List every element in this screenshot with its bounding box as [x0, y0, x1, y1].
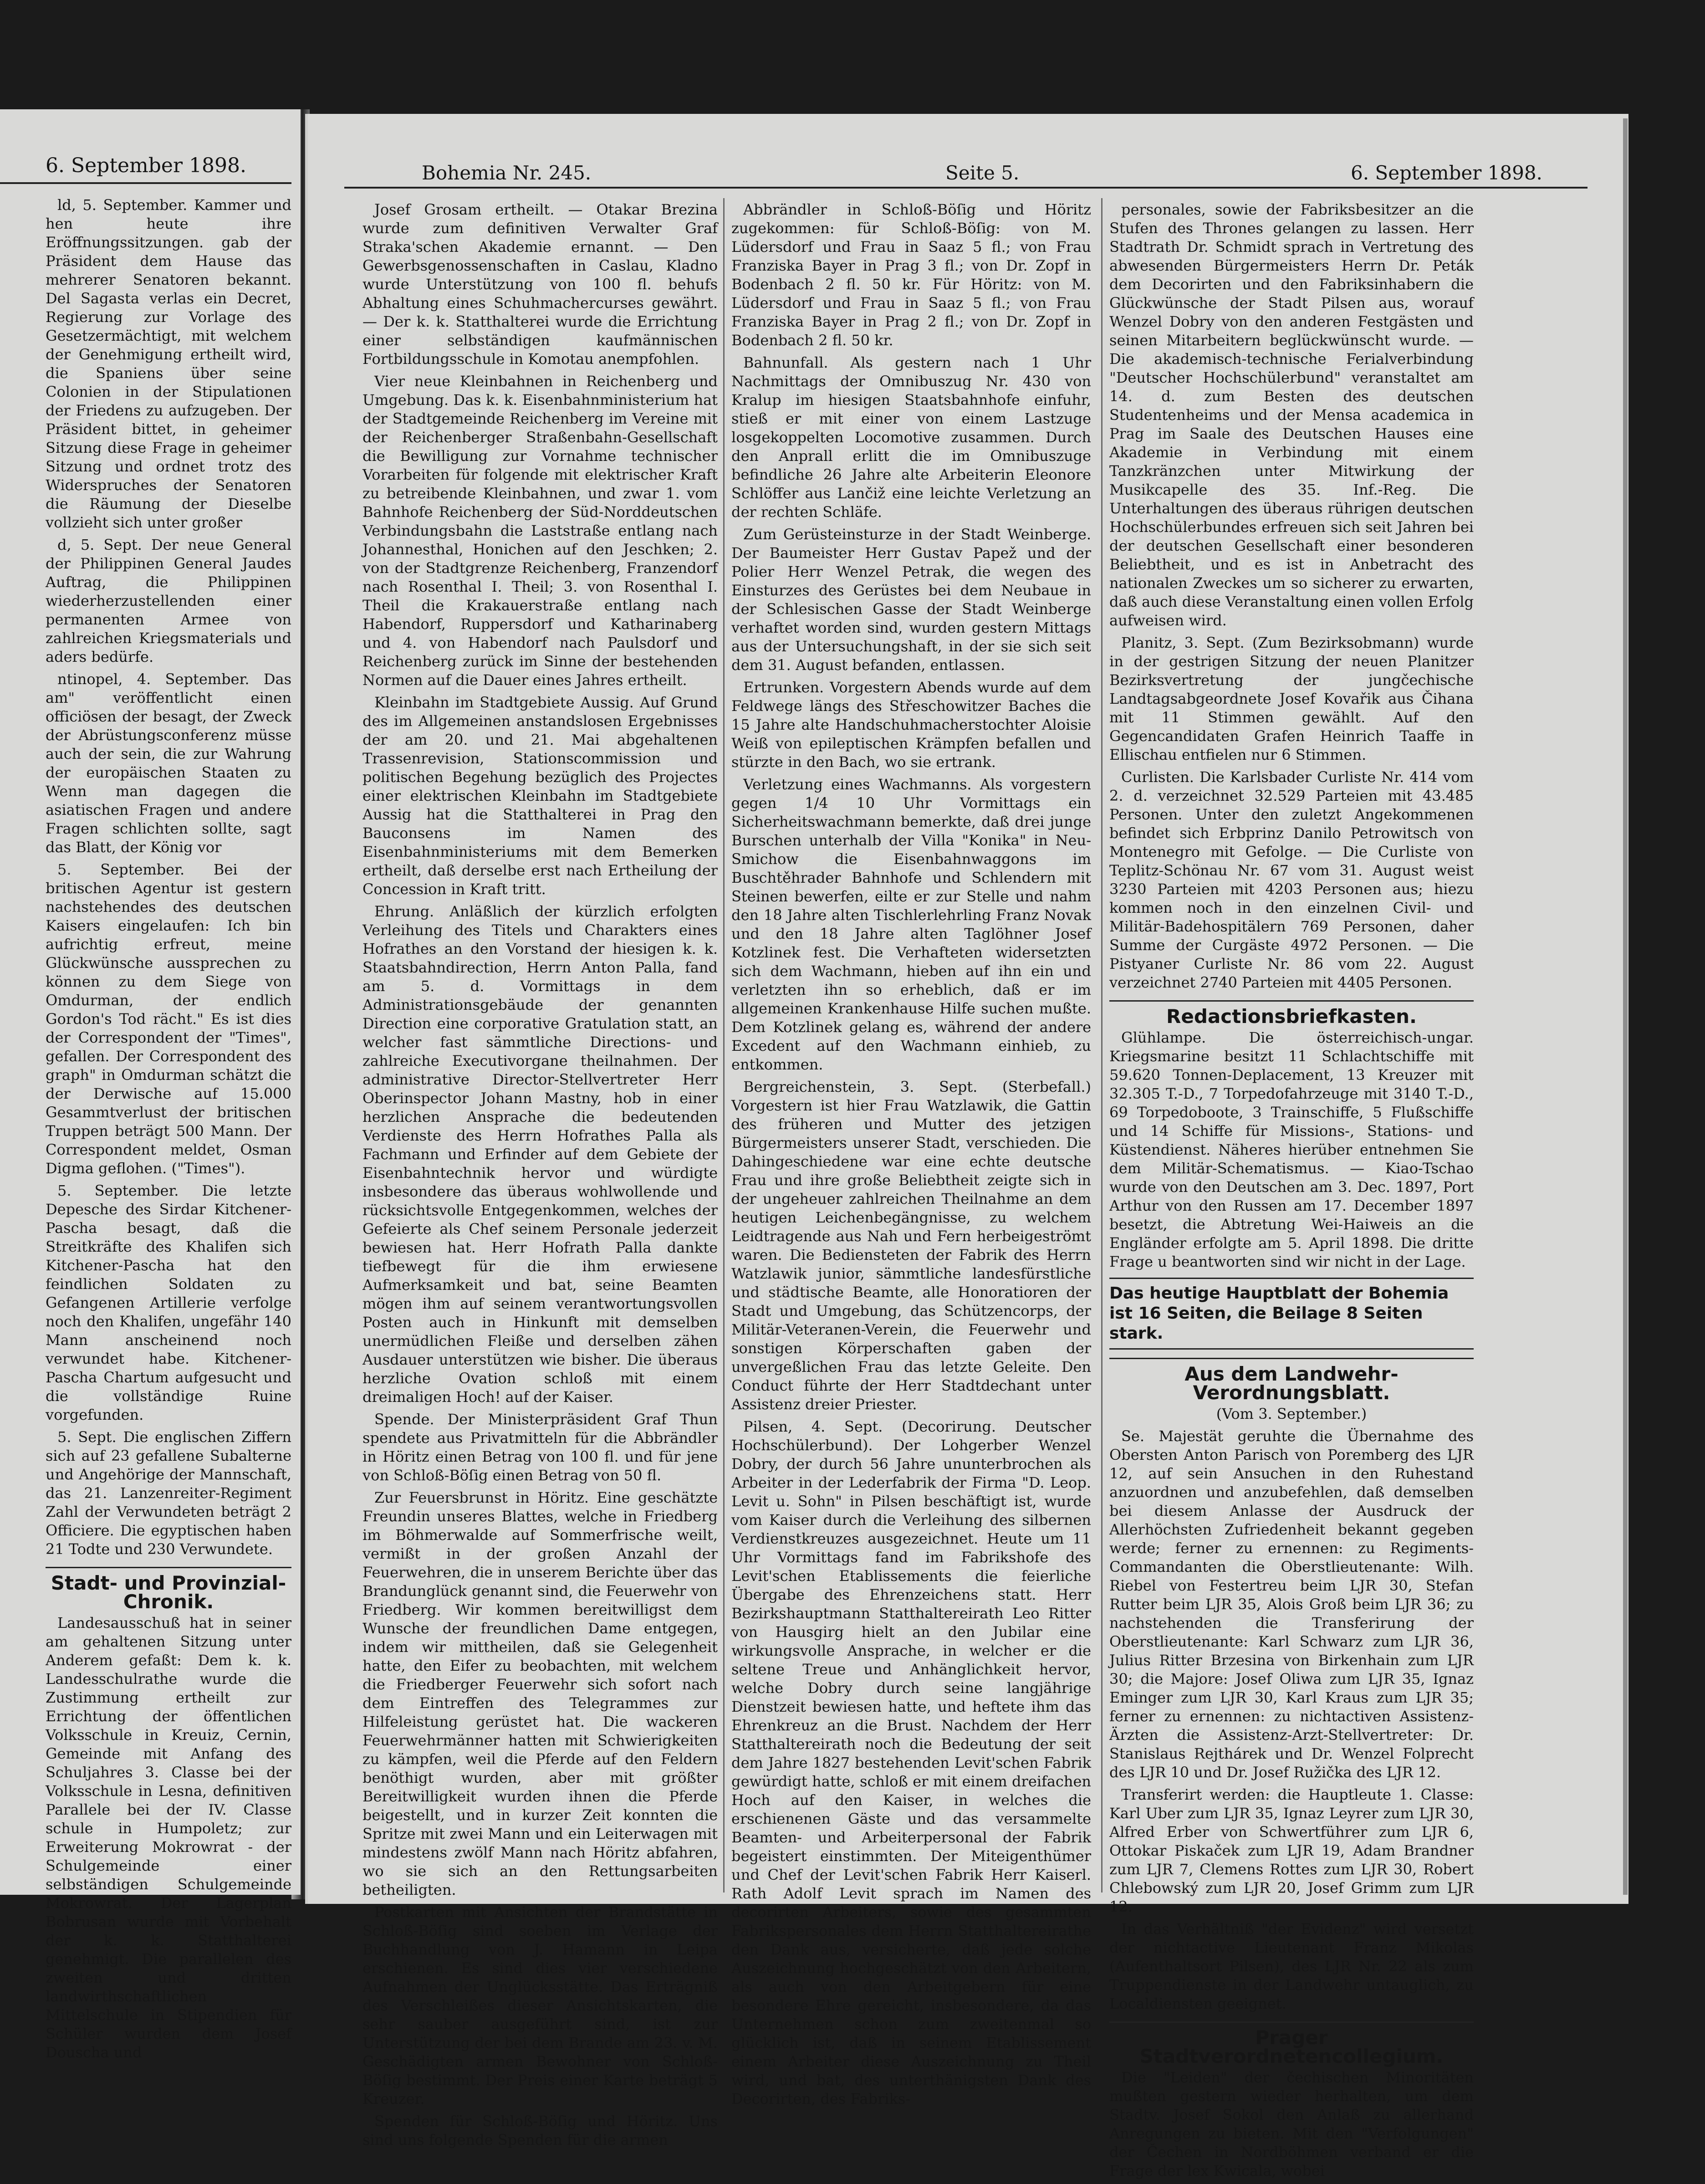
news-paragraph: Glühlampe. Die österreichisch-ungar. Kriegsmarine besitzt 11 Schlachtschiffe mit 59.620 Tonnen-Deplacement, 13 Kreuzer mit 32.305 T.-D., 7 Torpedofahrzeuge mit 3140 T.-D., 69 Torpedoboote, 3 Trainschiffe, 5 Flußschiffe und 14 Schiffe für Missions-, Stations- und Küstendienst. Näheres hierüber entnehmen Sie dem Militär-Schematismus. — Kiao-Tschao wurde von den Deutschen am 3. Dec. 1897, Port Arthur von den Russen am 17. December 1897 besetzt, die Abtretung Wei-Haiweis an die Engländer erfolgte am 5. April 1898. Die dritte Frage u beantworten sind wir nicht in der Lage.: [1109, 1029, 1474, 1270]
section-title: Stadt- und Provinzial-Chronik.: [46, 1567, 291, 1611]
section-title: Prager Stadtverordnetencollegium.: [1109, 2021, 1474, 2066]
news-paragraph: Transferirt werden: die Hauptleute 1. Classe: Karl Uber zum LJR 35, Ignaz Leyrer zum LJR 30, Alfred Erber von Schwertführer zum LJR 6, Ottokar Piskaček zum LJR 19, Adam Brandner zum LJR 7, Clemens Rottes zum LJR 30, Robert Chlebowský zum LJR 20, Josef Grimm zum LJR 12.: [1109, 1786, 1474, 1915]
news-paragraph: Zum Gerüsteinsturze in der Stadt Weinberge. Der Baumeister Herr Gustav Papež und der Polier Herr Wenzel Petrak, die wegen des Einsturzes des Gerüstes bei dem Neubaue in der Schlesischen Gasse der Stadt Weinberge verhaftet worden sind, wurden gestern Mittags aus der Untersuchungshaft, in der sie sich seit dem 31. August befanden, entlassen.: [731, 526, 1091, 674]
column-rule: [723, 198, 725, 1892]
masthead-issue: Bohemia Nr. 245.: [422, 162, 592, 184]
column-3: [1109, 200, 1474, 2184]
news-paragraph: Curlisten. Die Karlsbader Curliste Nr. 414 vom 2. d. verzeichnet 32.529 Parteien mit 43.485 Personen. Unter den zuletzt Angekommenen befindet sich Erbprinz Danilo Petrowitsch von Montenegro mit Gefolge. — Die Curliste von Teplitz-Schönau Nr. 67 vom 31. August weist 3230 Parteien mit 4203 Personen aus; hiezu kommen noch in den einzelnen Civil- und Militär-Badehospitälern 769 Personen, daher Summe der Curgäste 4972 Personen. — Die Pistyaner Curliste Nr. 86 vom 22. August verzeichnet 2740 Parteien mit 4405 Personen.: [1109, 768, 1474, 991]
news-paragraph: Vier neue Kleinbahnen in Reichenberg und Umgebung. Das k. k. Eisenbahnministerium hat der Stadtgemeinde Reichenberg im Vereine mit der Reichenberger Straßenbahn-Gesellschaft die Bewilligung zur Vornahme technischer Vorarbeiten für folgende mit elektrischer Kraft zu betreibende Kleinbahnen, und zwar 1. vom Bahnhofe Reichenberg der Süd-Norddeutschen Verbindungsbahn die Laststraße entlang nach Johannesthal, Honichen auf den Jeschken; 2. von der Stadtgrenze Reichenberg, Franzendorf nach Rosenthal I. Theil; 3. von Rosenthal I. Theil die Krakauerstraße entlang nach Habendorf, Ruppersdorf und Katharinaberg und 4. von Habendorf nach Paulsdorf und Reichenberg zurück im Sinne der bestehenden Normen auf die Dauer eines Jahres ertheilt.: [362, 373, 718, 689]
left-page-date: 6. September 1898.: [46, 154, 246, 177]
news-paragraph: Landesausschuß hat in seiner am gehaltenen Sitzung unter Anderem gefaßt: Dem k. k. Landesschulrathe wurde die Zustimmung ertheilt zur Errichtung der öffentlichen Volksschule in Kreuiz, Cernin, Gemeinde mit Anfang des Schuljahres 3. Classe bei der Volksschule in Lesna, definitiven Parallele bei der IV. Classe schule in Humpoletz; zur Erweiterung Mokrowrat - der Schulgemeinde einer selbständigen Schulgemeinde Mokrowrat. Der Lagerplan Bobrusan wurde mit Vorbehalt der k. k. Statthalterei genehmigt. Die parallelen des zweiten und dritten landwirthschaftlichen Mittelschule in Stipendien für Schüler wurden dem Josef Douscha und: [46, 1614, 291, 2061]
column-2: [731, 200, 1091, 2112]
news-paragraph: personales, sowie der Fabriksbesitzer an die Stufen des Thrones gelangen zu lassen. Herr Stadtrath Dr. Schmidt sprach in Vertretung des abwesenden Bürgermeisters Herrn Dr. Peták dem Decorirten und den Fabriksinhabern die Glückwünsche der Stadt Pilsen aus, worauf Wenzel Dobry von den anderen Festgästen und seinen Mitarbeitern beglückwünscht wurde. — Die akademisch-technische Ferialverbindung "Deutscher Hochschülerbund" veranstaltet am 14. d. zum Besten des deutschen Studentenheims und der Mensa academica in Prag im Saale des Deutschen Hauses eine Akademie in Verbindung mit einem Tanzkränzchen unter Mitwirkung der Musikcapelle des 35. Inf.-Reg. Die Unterhaltungen des überaus rührigen deutschen Hochschülerbundes erfreuen sich seit Jahren bei der deutschen Gesellschaft einer besonderen Beliebtheit, und es ist in Anbetracht des nationalen Zweckes um so sicherer zu erwarten, daß auch diese Veranstaltung einen vollen Erfolg aufweisen wird.: [1109, 201, 1474, 629]
header-date: 6. September 1898.: [1351, 162, 1542, 184]
news-paragraph: Planitz, 3. Sept. (Zum Bezirksobmann) wurde in der gestrigen Sitzung der neuen Planitzer Bezirksvertretung der jungčechische Landtagsabgeordnete Josef Kovařik aus Čihana mit 11 Stimmen gewählt. Auf den Gegencandidaten Grafen Heinrich Taaffe in Ellischau entfielen nur 6 Stimmen.: [1109, 634, 1474, 763]
column-1: [362, 200, 718, 2153]
right-page: [305, 114, 1628, 2179]
news-paragraph: Se. Majestät geruhte die Übernahme des Obersten Anton Parisch von Poremberg des LJR 12, auf sein Ansuchen in den Ruhestand anzuordnen und anzubefehlen, daß demselben bei diesem Anlasse der Ausdruck der Allerhöchsten Zufriedenheit bekannt gegeben werde; ferner zu ernennen: zu Regiments-Commandanten die Oberstlieutenante: Wilh. Riebel von Festertreu beim LJR 30, Stefan Rutter beim LJR 35, Alois Groß beim LJR 36; zu nachstehenden die Transferirung der Oberstlieutenante: Karl Schwarz zum LJR 36, Julius Ritter Brzesina von Birkenhain zum LJR 30; die Majore: Josef Oliwa zum LJR 35, Ignaz Eminger zum LJR 30, Karl Kraus zum LJR 35; ferner zu ernennen: zu nichtactiven Assistenz-Ärzten die Assistenz-Arzt-Stellvertreter: Dr. Stanislaus Rejthárek und Dr. Wenzel Folprecht des LJR 10 und Dr. Josef Ružička des LJR 12.: [1109, 1427, 1474, 1781]
news-paragraph: 5. Sept. Die englischen Ziffern sich auf 23 gefallene Subalterne und Angehörige der Mannschaft, das 21. Lanzenreiter-Regiment Zahl der Verwundeten beträgt 2 Officiere. Die egyptischen haben 21 Todte und 230 Verwundete.: [46, 1428, 291, 1558]
news-paragraph: 5. September. Bei der britischen Agentur ist gestern nachstehendes des deutschen Kaisers eingelaufen: Ich bin aufrichtig erfreut, meine Glückwünsche aussprechen zu können zu dem Siege von Omdurman, der endlich Gordon's Tod rächt." Es ist dies der Correspondent der "Times", gefallen. Der Correspondent des graph" in Omdurman schätzt die der Derwische auf 15.000 Gesammtverlust der britischen Truppen beträgt 500 Mann. Der Correspondent meldet, Osman Digma geflohen. ("Times").: [46, 861, 291, 1177]
news-paragraph: Kleinbahn im Stadtgebiete Aussig. Auf Grund des im Allgemeinen anstandslosen Ergebnisses der am 20. und 21. Mai abgehaltenen Trassenrevision, Stationscommission und politischen Begehung bezüglich des Projectes einer elektrischen Kleinbahn im Stadtgebiete Aussig hat die Statthalterei in Prag den Bauconsens im Namen des Eisenbahnministeriums mit dem Bemerken ertheilt, daß derselbe erst nach Ertheilung der Concession in Kraft tritt.: [362, 694, 718, 898]
page-number: Seite 5.: [945, 162, 1020, 184]
news-paragraph: Bahnunfall. Als gestern nach 1 Uhr Nachmittags der Omnibuszug Nr. 430 von Kralup im hiesigen Staatsbahnhofe einfuhr, stieß er mit einer von einem Lastzuge losgekoppelten Locomotive zusammen. Durch den Anprall erlitt die im Omnibuszuge befindliche 26 Jahre alte Arbeiterin Eleonore Schlöffer aus Lančiž eine leichte Verletzung an der rechten Schläfe.: [731, 354, 1091, 521]
news-paragraph: ntinopel, 4. September. Das am" veröffentlicht einen officiösen der besagt, der Zweck der Abrüstungsconferenz müsse auch der sein, die zur Wahrung der europäischen Staaten zu Wenn man dagegen die asiatischen Fragen und andere Fragen schlichten sollte, sagt das Blatt, der König vor: [46, 670, 291, 856]
column-rule: [1101, 198, 1103, 1892]
news-paragraph: Verletzung eines Wachmanns. Als vorgestern gegen 1/4 10 Uhr Vormittags ein Sicherheitswachmann bemerkte, daß drei junge Burschen unterhalb der Villa "Konika" in Neu-Smichow die Eisenbahnwaggons im Buschtěhrader Bahnhofe und Schlendern mit Steinen bewerfen, eilte er zur Stelle und nahm den 18 Jahre alten Tischlerlehrling Franz Novak und den 18 Jahre alten Taglöhner Josef Kotzlinek fest. Die Verhafteten widersetzten sich dem Wachmann, hieben auf ihn ein und verletzten ihn so erheblich, daß er im allgemeinen Krankenhause Hilfe suchen mußte. Dem Kotzlinek gelang es, während der andere Excedent auf den Wachmann einhieb, zu entkommen.: [731, 776, 1091, 1073]
section-title: Aus dem Landwehr-Verordnungsblatt.: [1109, 1358, 1474, 1402]
news-paragraph: Pilsen, 4. Sept. (Decorirung. Deutscher Hochschülerbund). Der Lohgerber Wenzel Dobry, der durch 56 Jahre ununterbrochen als Arbeiter in der Lederfabrik der Firma "D. Leop. Levit u. Sohn" in Pilsen beschäftigt ist, wurde vom Kaiser durch die Verleihung des silbernen Verdienstkreuzes ausgezeichnet. Heute um 11 Uhr Vormittags fand im Fabrikshofe des Levit'schen Etablissements die feierliche Übergabe des Ehrenzeichens statt. Herr Bezirkshauptmann Statthaltereirath Leo Ritter von Hausgirg hielt an den Jubilar eine wirkungsvolle Ansprache, in welcher er die seltene Treue und Anhänglichkeit hervor, welche Dobry durch seine langjährige Dienstzeit bewiesen hatte, und heftete ihm das Ehrenkreuz an die Brust. Nachdem der Herr Statthaltereirath noch die Bedeutung der seit dem Jahre 1827 bestehenden Levit'schen Fabrik gewürdigt hatte, schloß er mit einem dreifachen Hoch auf den Kaiser, in welches die erschienenen Gäste und das versammelte Beamten- und Arbeiterpersonal der Fabrik begeistert einstimmten. Der Miteigenthümer und Chef der Levit'schen Fabrik Herr Kaiserl. Rath Adolf Levit sprach im Namen des decorirten Arbeiters, sowie des gesammten Fabrikspersonales dem Herrn Statthaltereirathe den Dank aus, versicherte, daß jede solche Auszeichnung hochgeschätzt von den Arbeitern, als auch von den Arbeitgebern für eine besondere Ehre gereicht, insbesondere, da das Unternehmen schon zum zweitenmal so glücklich ist, daß in seinem Etablissement einem Arbeiter diese Auszeichnung zu Theil wird, und bat, des unterthänigsten Dank des Decorirten, des Fabriks-: [731, 1418, 1091, 2107]
news-paragraph: Ertrunken. Vorgestern Abends wurde auf dem Feldwege längs des Střeschowitzer Baches die 15 Jahre alte Handschuhmacherstochter Aloisie Weiß von epileptischen Krämpfen befallen und stürzte in den Bach, wo sie ertrank.: [731, 679, 1091, 771]
header-rule: [0, 182, 291, 184]
news-paragraph: Postkarten mit Ansichten der Brandstätte in Schloß-Böſig sind soeben im Verlage der Buchhandlung von J. Hamann in Leipa erschienen. Es sind dies vier verschiedene Aufnahmen der Unglücksstätte. Das Erträgniß des Verschleißes dieser Ansichtskarten, die sehr sauber ausgeführt sind, ist zur Unterstützung der bei dem Brande am 23. v. M. Geschädigten armen Bewohner von Schloß-Böſig bestimmt. Der Preis einer Karte beträgt 5 Kreuzer.: [362, 1903, 718, 2107]
section-subtitle: (Vom 3. September.): [1216, 1405, 1367, 1422]
left-page-column: [46, 196, 291, 2066]
page-edge: [1623, 118, 1628, 1895]
section-title: Redactionsbriefkasten.: [1109, 1000, 1474, 1026]
news-paragraph: Bergreichenstein, 3. Sept. (Sterbefall.) Vorgestern ist hier Frau Watzlawik, die Gattin des früheren und Mutter des jetzigen Bürgermeisters unserer Stadt, verschieden. Die Dahingeschiedene war eine echte deutsche Frau und ihre große Beliebtheit zeigte sich in der ungeheuer zahlreichen Theilnahme an dem heutigen Leichenbegängnisse, zu welchem Leidtragende aus Nah und Fern herbeigeströmt waren. Die Bediensteten der Fabrik des Herrn Watzlawik junior, sämmtliche landesfürstliche und städtische Beamte, alle Honoratioren der Stadt und Umgebung, das Schützencorps, der Militär-Veteranen-Verein, die Feuerwehr und sonstigen Körperschaften gaben der unvergeßlichen Frau das letzte Geleite. Den Conduct führte der Herr Stadtdechant unter Assistenz dreier Priester.: [731, 1078, 1091, 1413]
notice-box: Das heutige Hauptblatt der Bohemia ist 16 Seiten, die Beilage 8 Seiten stark.: [1109, 1278, 1474, 1350]
news-paragraph: Abbrändler in Schloß-Böſig und Höritz zugekommen: für Schloß-Böſig: von M. Lüdersdorf und Frau in Saaz 5 fl.; von Frau Franziska Bayer in Prag 3 fl.; von Dr. Zopf in Bodenbach 2 fl. 50 kr. Für Höritz: von M. Lüdersdorf und Frau in Saaz 5 fl.; von Frau Franziska Bayer in Prag 2 fl.; von Dr. Zopf in Bodenbach 2 fl. 50 kr.: [731, 201, 1091, 349]
news-paragraph: Spenden für Schloß-Böſig und Höritz. Uns sind uns folgende Spenden für die armen: [362, 2112, 718, 2148]
header-rule: [344, 187, 1588, 189]
news-paragraph: d, 5. Sept. Der neue General der Philippinen General Jaudes Auftrag, die Philippinen wiederherzustellenden einer permanenten Armee von zahlreichen Kriegsmaterials und aders bedürfe.: [46, 536, 291, 665]
news-paragraph: Spende. Der Ministerpräsident Graf Thun spendete aus Privatmitteln für die Abbrändler in Höritz einen Betrag von 100 fl. und für jene von Schloß-Böſig einen Betrag von 50 fl.: [362, 1411, 718, 1484]
news-paragraph: Ehrung. Anläßlich der kürzlich erfolgten Verleihung des Titels und Charakters eines Hofrathes an den Vorstand der hiesigen k. k. Staatsbahndirection, Herrn Anton Palla, fand am 5. d. Vormittags in dem Administrationsgebäude der genannten Direction eine corporative Gratulation statt, an welcher fast sämmtliche Directions- und zahlreiche Executivorgane theilnahmen. Der administrative Director-Stellvertreter Herr Oberinspector Johann Mastny, hob in einer herzlichen Ansprache die bedeutenden Verdienste des Herrn Hofrathes Palla als Fachmann und Erfinder auf dem Gebiete der Eisenbahntechnik hervor und würdigte insbesondere das überaus wohlwollende und rücksichtsvolle Entgegenkommen, welches der Gefeierte als Chef seinem Personale jederzeit bewiesen hat. Herr Hofrath Palla dankte tiefbewegt für die ihm erwiesene Aufmerksamkeit und bat, seine Beamten mögen ihm auf seinem verantwortungsvollen Posten auch in Hinkunft mit demselben unermüdlichen Fleiße und derselben zähen Ausdauer unterstützen wie bisher. Die überaus herzliche Ovation schloß mit einem dreimaligen Hoch! auf der Kaiser.: [362, 903, 718, 1406]
news-paragraph: Zur Feuersbrunst in Höritz. Eine geschätzte Freundin unseres Blattes, welche in Friedberg im Böhmerwalde auf Sommerfrische weilt, vermißt in der großen Anzahl der Feuerwehren, die in unserem Berichte über das Brandunglück genannt sind, die Feuerwehr von Friedberg. Wir kommen bereitwilligst dem Wunsche der freundlichen Dame entgegen, indem wir mittheilen, daß sie Gelegenheit hatte, den Eifer zu beobachten, mit welchem die Friedberger Feuerwehr sich sofort nach dem Eintreffen des Telegrammes zur Hilfeleistung gerüstet hat. Die wackeren Feuerwehrmänner hatten mit Schwierigkeiten zu kämpfen, weil die Pferde auf den Feldern benöthigt wurden, aber mit größter Bereitwilligkeit wurden ihnen die Pferde beigestellt, und in kurzer Zeit konnten die Spritze mit zwei Mann und ein Leiterwagen mit mindestens zwölf Mann nach Höritz abfahren, wo sie sich an den Rettungsarbeiten betheiligten.: [362, 1489, 718, 1898]
left-page: [0, 109, 301, 2061]
news-paragraph: 5. September. Die letzte Depesche des Sirdar Kitchener-Pascha besagt, daß die Streitkräfte des Khalifen sich Kitchener-Pascha hat den feindlichen Soldaten zu Gefangenen Artillerie verfolge noch den Khalifen, ungefähr 140 Mann anscheinend noch verwundet habe. Kitchener-Pascha Chartum aufgesucht und die vollständige Ruine vorgefunden.: [46, 1182, 291, 1423]
news-paragraph: Die "Leiden" der čechischen Minoritäten mußten gestern wieder herhalten, um dem Stadtv. Josef Sokol den Anlaß zu allerhand Anregungen zu bieten. Mit den "Verfolgungen" der Čechen in Nordböhmen verband er die Frage der lex Kwicala, wobei: [1109, 2069, 1474, 2179]
news-paragraph: In das Verhältniß "der Evidenz" wird versetzt der nichtactive Lieutenant Franz Mikolas (Aufenthaltsort Pilsen), des LJR Nr. 22 als zum Truppendienste in der Landwehr untauglich, zu Localdiensten geeignet.: [1109, 1920, 1474, 2012]
news-paragraph: Josef Grosam ertheilt. — Otakar Brezina wurde zum definitiven Verwalter Graf Straka'schen Akademie ernannt. — Den Gewerbsgenossenschaften in Caslau, Kladno wurde Unterstützung von 100 fl. behufs Abhaltung eines Schuhmachercurses gewährt. — Der k. k. Statthalterei wurde die Errichtung einer selbständigen kaufmännischen Fortbildungsschule in Komotau anempfohlen.: [362, 201, 718, 368]
news-paragraph: ld, 5. September. Kammer und hen heute ihre Eröffnungssitzungen. gab der Präsident dem Hause das mehrerer Senatoren bekannt. Del Sagasta verlas ein Decret, Regierung zur Vorlage des Gesetzermächtigt, mit welchem der Genehmigung ertheilt wird, die Spaniens über seine Colonien in der Stipulationen der Friedens zu aufzugeben. Der Präsident bittet, in geheimer Sitzung diese Frage in geheimer Sitzung und ordnet trotz des Widerspruches der Senatoren die Räumung der Dieselbe vollzieht sich unter großer: [46, 196, 291, 531]
